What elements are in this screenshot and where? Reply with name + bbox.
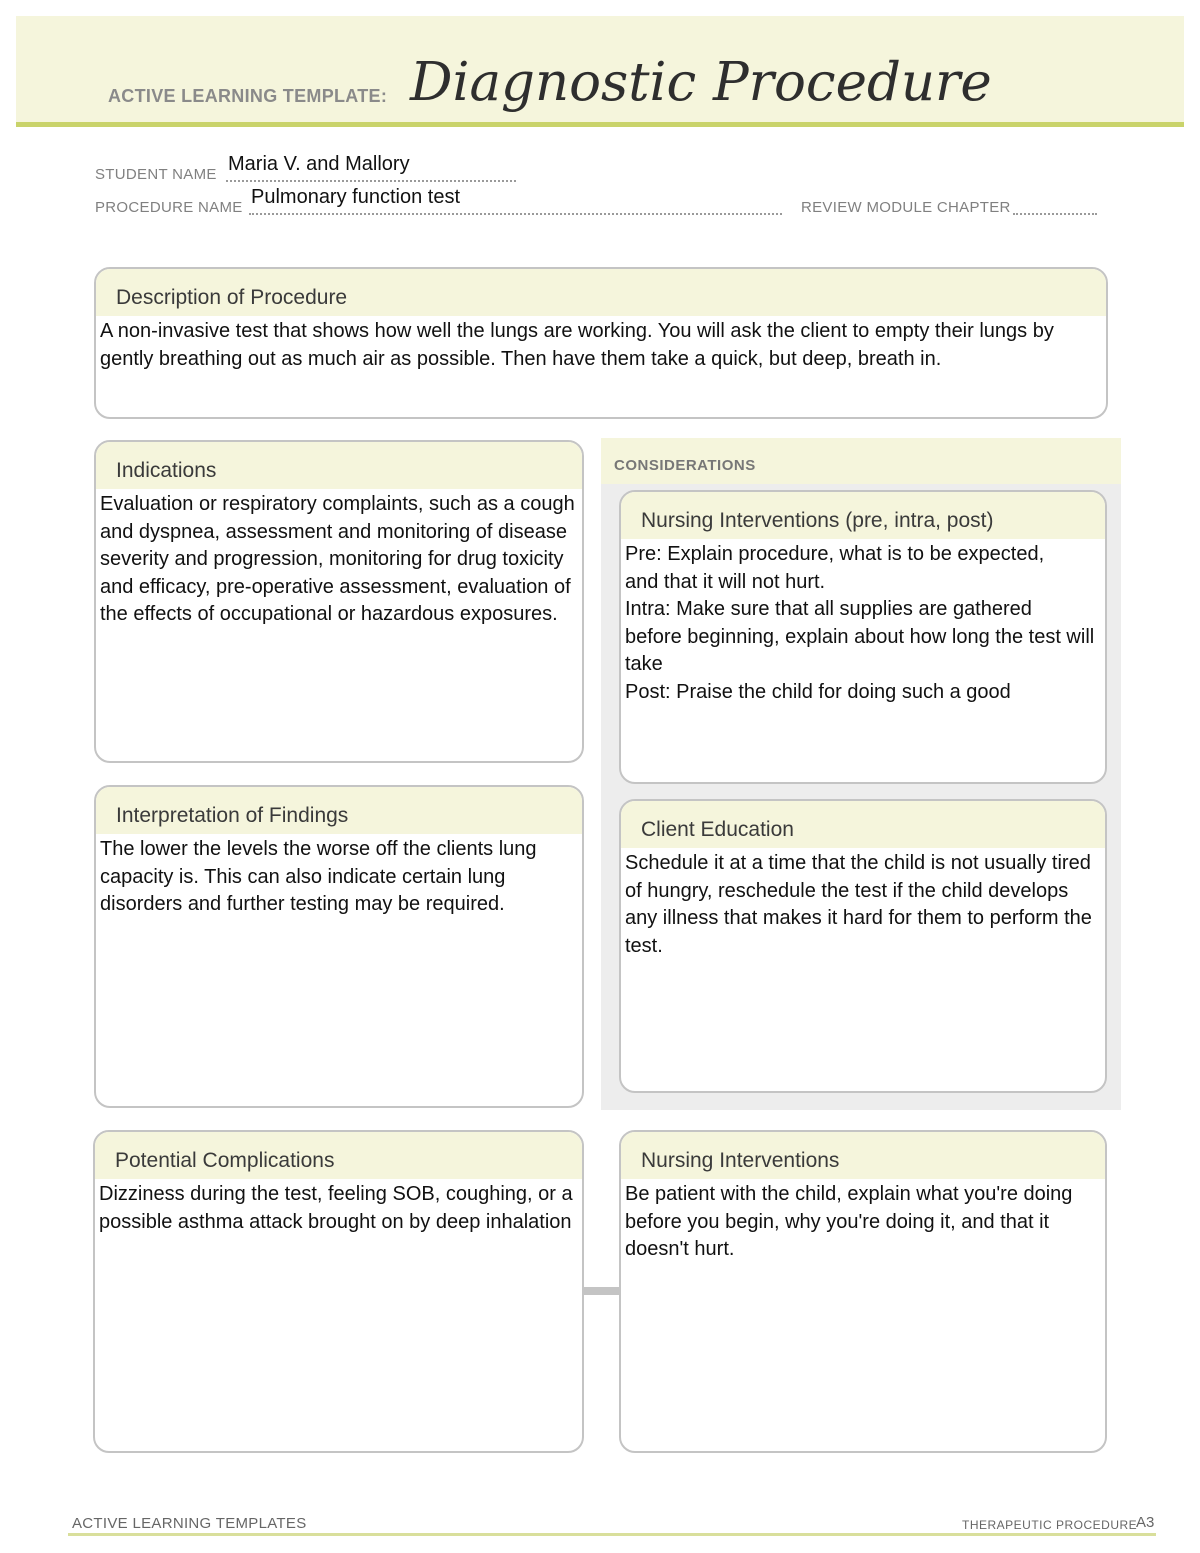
review-module-underline xyxy=(1013,213,1097,215)
procedure-name-label: PROCEDURE NAME xyxy=(95,199,243,216)
footer-left: ACTIVE LEARNING TEMPLATES xyxy=(72,1515,307,1532)
nursing-pre-intra-post-text[interactable]: Pre: Explain procedure, what is to be expected, and that it will not hurt. Intra: Make sure that all supplies are gathered before beginning, explain about how long the test will take Post: Praise the child for doing such a good xyxy=(625,543,1095,703)
indications-box xyxy=(94,440,584,763)
nursing-pre-intra-post-box xyxy=(619,490,1107,784)
header-rule xyxy=(16,122,1184,127)
footer-page-number: A3 xyxy=(1136,1514,1155,1531)
nursing-interventions-box xyxy=(619,1130,1107,1453)
client-education-text[interactable]: Schedule it at a time that the child is not usually tired of hungry, reschedule the test if the child develops any illness that makes it hard for them to perform the test. xyxy=(625,852,1092,957)
student-name-field[interactable]: Maria V. and Mallory xyxy=(228,153,410,175)
review-module-label: REVIEW MODULE CHAPTER xyxy=(801,199,1011,216)
interpretation-box xyxy=(94,785,584,1108)
nursing-pre-intra-post-title: Nursing Interventions (pre, intra, post) xyxy=(621,492,1105,539)
complications-text[interactable]: Dizziness during the test, feeling SOB, coughing, or a possible asthma attack brought on by deep inhalation xyxy=(99,1183,573,1233)
considerations-title: CONSIDERATIONS xyxy=(614,457,756,474)
box-connector xyxy=(583,1287,621,1295)
complications-box xyxy=(93,1130,584,1453)
complications-title: Potential Complications xyxy=(95,1132,582,1179)
student-name-underline xyxy=(226,180,516,182)
client-education-title: Client Education xyxy=(621,801,1105,848)
procedure-name-underline xyxy=(249,213,782,215)
page-title: Diagnostic Procedure xyxy=(410,52,992,113)
nursing-interventions-text[interactable]: Be patient with the child, explain what you're doing before you begin, why you're doing it, and that it doesn't hurt. xyxy=(625,1183,1073,1260)
footer-right: THERAPEUTIC PROCEDURE xyxy=(962,1518,1138,1532)
description-text[interactable]: A non-invasive test that shows how well the lungs are working. You will ask the client to empty their lungs by gently breathing out as much air as possible. Then have them take a quick, but deep, breath in. xyxy=(100,320,1054,370)
footer-rule xyxy=(68,1533,1156,1536)
description-title: Description of Procedure xyxy=(96,269,1106,316)
interpretation-text[interactable]: The lower the levels the worse off the clients lung capacity is. This can also indicate certain lung disorders and further testing may be required. xyxy=(100,838,537,915)
client-education-box xyxy=(619,799,1107,1093)
procedure-name-field[interactable]: Pulmonary function test xyxy=(251,186,460,208)
nursing-interventions-title: Nursing Interventions xyxy=(621,1132,1105,1179)
indications-text[interactable]: Evaluation or respiratory complaints, such as a cough and dyspnea, assessment and monitoring of disease severity and progression, monitoring for drug toxicity and efficacy, pre-operative assessment, evaluation of the effects of occupational or hazardous exposures. xyxy=(100,493,575,625)
description-box xyxy=(94,267,1108,419)
student-name-label: STUDENT NAME xyxy=(95,166,217,183)
interpretation-title: Interpretation of Findings xyxy=(96,787,582,834)
template-label: ACTIVE LEARNING TEMPLATE: xyxy=(108,86,388,106)
indications-title: Indications xyxy=(96,442,582,489)
